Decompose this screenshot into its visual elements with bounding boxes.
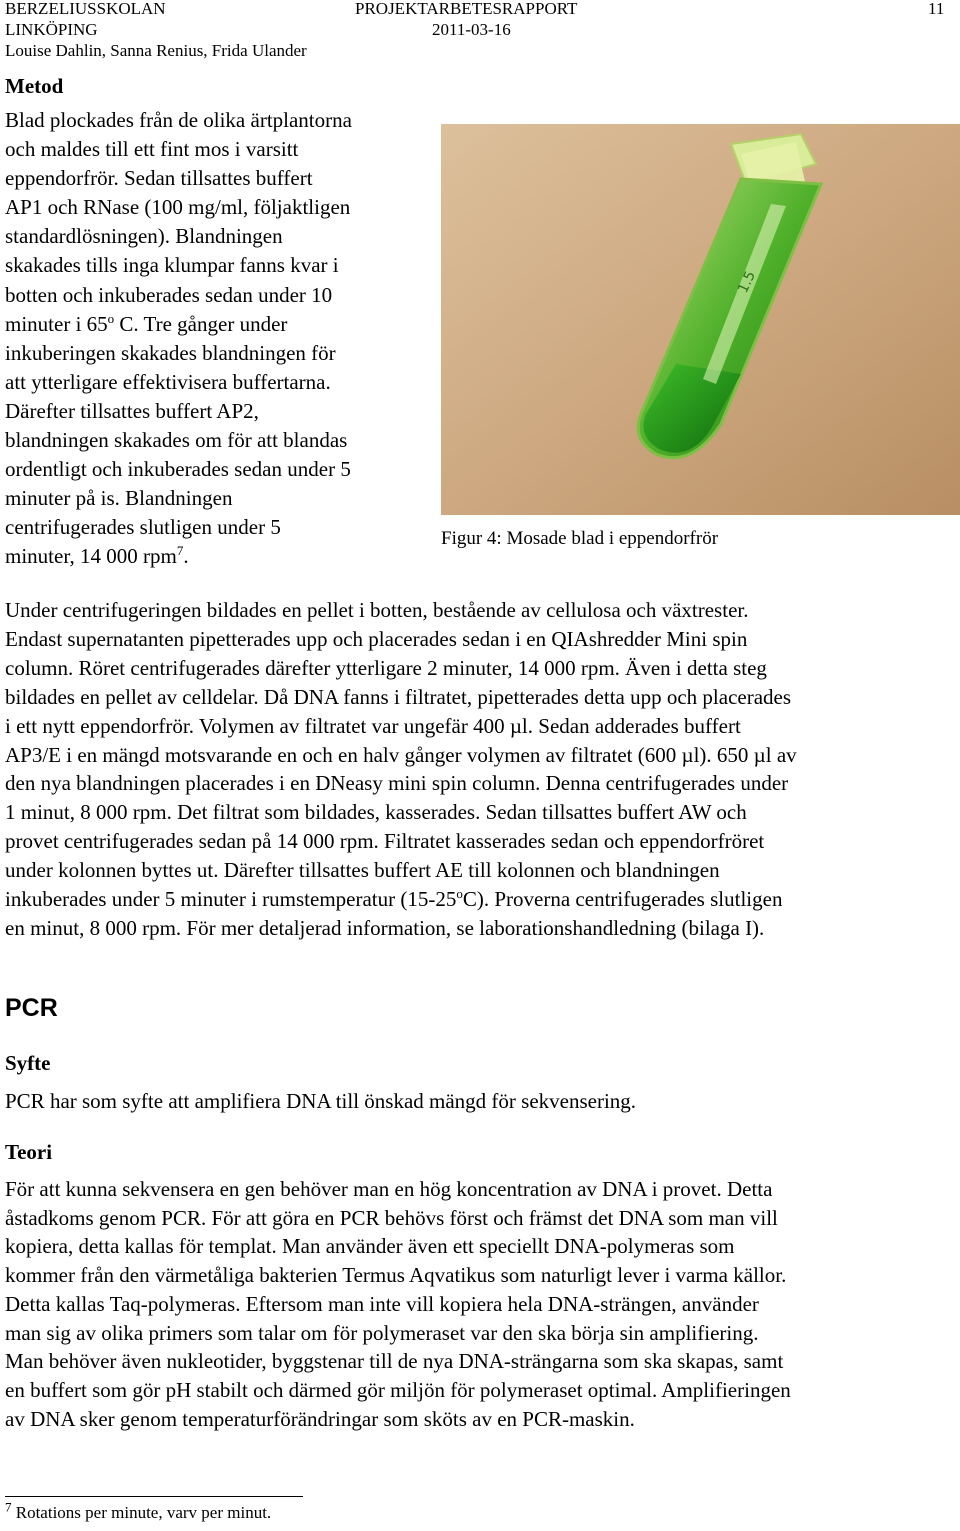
text-fragment: minuter, 14 000 rpm xyxy=(5,544,177,569)
text-line: den nya blandningen placerades i en DNeasy mini spin column. Denna centrifugerades under xyxy=(5,771,789,796)
text-line: Detta kallas Taq-polymeras. Eftersom man inte vill kopiera hela DNA-strängen, använder xyxy=(5,1291,759,1316)
school-name: BERZELIUSSKOLAN xyxy=(5,0,166,18)
text-line: Därefter tillsattes buffert AP2, xyxy=(5,398,259,423)
text-line: ordentligt och inkuberades sedan under 5 xyxy=(5,457,351,482)
degree-superscript: o xyxy=(107,310,115,326)
text-line: att ytterligare effektivisera buffertarna. xyxy=(5,369,331,394)
text-line: blandningen skakades om för att blandas xyxy=(5,428,348,453)
syfte-text: PCR har som syfte att amplifiera DNA till önskad mängd för sekvensering. xyxy=(5,1089,637,1113)
text-fragment: C). Proverna centrifugerades slutligen xyxy=(462,887,783,912)
text-line: centrifugerades slutligen under 5 xyxy=(5,515,281,540)
text-line: en buffert som gör pH stabilt och därmed gör miljön för polymeraset optimal. Amplifieringen xyxy=(5,1377,791,1402)
text-line: minuter på is. Blandningen xyxy=(5,486,233,511)
school-city: LINKÖPING xyxy=(5,20,98,39)
teori-heading: Teori xyxy=(5,1140,53,1164)
authors: Louise Dahlin, Sanna Renius, Frida Ulander xyxy=(5,41,307,60)
report-date: 2011-03-16 xyxy=(432,20,511,39)
text-line: kommer från den värmetåliga bakterien Termus Aqvatikus som naturligt lever i varma källor. xyxy=(5,1263,787,1288)
text-line: åstadkoms genom PCR. För att göra en PCR behövs först och främst det DNA som man vill xyxy=(5,1205,778,1230)
text-fragment: inkuberades under 5 minuter i rumstemperatur (15-25 xyxy=(5,887,457,912)
footnote-divider xyxy=(5,1496,303,1497)
text-line: under kolonnen byttes ut. Därefter tillsattes buffert AE till kolonnen och blandningen xyxy=(5,858,720,883)
text-line: Blad plockades från de olika ärtplantorna xyxy=(5,108,352,132)
figure-photo xyxy=(441,124,960,515)
text-line: column. Röret centrifugerades därefter ytterligare 2 minuter, 14 000 rpm. Även i detta steg xyxy=(5,655,767,680)
tube-graduation-label: 1.5 xyxy=(735,268,760,296)
metod-heading: Metod xyxy=(5,74,64,98)
eppendorf-tube-illustration xyxy=(441,124,960,515)
text-line xyxy=(5,542,430,571)
text-line: AP1 och RNase (100 mg/ml, följaktligen xyxy=(5,195,351,220)
footnote-number: 7 xyxy=(5,1499,12,1515)
footnote-ref: 7 xyxy=(176,543,184,559)
text-line: 1 minut, 8 000 rpm. Det filtrat som bildades, kasserades. Sedan tillsattes buffert AW och xyxy=(5,800,747,825)
footnote-text: Rotations per minute, varv per minut. xyxy=(11,1503,272,1522)
text-line: AP3/E i en mängd motsvarande en och en halv gånger volymen av filtratet (600 µl). 650 µl av xyxy=(5,742,797,767)
teori-paragraph xyxy=(5,1175,955,1433)
syfte-heading: Syfte xyxy=(5,1051,51,1075)
metod-paragraph xyxy=(5,106,430,572)
text-line: provet centrifugerades sedan på 14 000 rpm. Filtratet kasserades sedan och eppendorfröret xyxy=(5,829,765,854)
header-left xyxy=(5,0,307,61)
degree-superscript: o xyxy=(456,886,463,902)
text-line: kopiera, detta kallas för templat. Man använder även ett speciellt DNA-polymeras som xyxy=(5,1234,735,1259)
text-line: man sig av olika primers som talar om för polymeraset var den ska börja sin amplifiering. xyxy=(5,1320,759,1345)
text-fragment: C. Tre gånger under xyxy=(114,311,288,336)
text-line: av DNA sker genom temperaturförändringar som sköts av en PCR-maskin. xyxy=(5,1406,635,1431)
text-line: skakades tills inga klumpar fanns kvar i xyxy=(5,253,339,278)
header-center xyxy=(355,0,577,40)
figure-caption: Figur 4: Mosade blad i eppendorfrör xyxy=(441,528,719,549)
text-line: bildades en pellet av celldelar. Då DNA fanns i filtratet, pipetterades detta upp och placerades xyxy=(5,684,792,709)
pcr-section-title: PCR xyxy=(5,994,58,1022)
text-line: i ett nytt eppendorfrör. Volymen av filtratet var ungefär 400 µl. Sedan adderades buffert xyxy=(5,713,741,738)
text-line xyxy=(5,310,430,339)
text-line: Man behöver även nukleotider, byggstenar till de nya DNA-strängarna som ska skapas, samt xyxy=(5,1349,784,1374)
page-number: 11 xyxy=(928,0,945,18)
text-line xyxy=(5,885,955,914)
text-line: Under centrifugeringen bildades en pellet i botten, bestående av cellulosa och växtrester. xyxy=(5,598,749,622)
footnote xyxy=(5,1499,272,1523)
text-fragment: minuter i 65 xyxy=(5,311,108,336)
text-line: en minut, 8 000 rpm. För mer detaljerad information, se laborationshandledning (bilaga I). xyxy=(5,915,765,940)
report-type: PROJEKTARBETESRAPPORT xyxy=(355,0,578,18)
text-line: För att kunna sekvensera en gen behöver man en hög koncentration av DNA i provet. Detta xyxy=(5,1177,773,1201)
text-fragment: . xyxy=(183,544,189,569)
text-line: eppendorfrör. Sedan tillsattes buffert xyxy=(5,166,313,191)
text-line: standardlösningen). Blandningen xyxy=(5,224,283,249)
text-line: botten och inkuberades sedan under 10 xyxy=(5,282,333,307)
text-line: inkuberingen skakades blandningen för xyxy=(5,340,336,365)
centrifuge-paragraph xyxy=(5,596,955,943)
text-line: Endast supernatanten pipetterades upp och placerades sedan i en QIAshredder Mini spin xyxy=(5,626,748,651)
text-line: och maldes till ett fint mos i varsitt xyxy=(5,137,299,162)
